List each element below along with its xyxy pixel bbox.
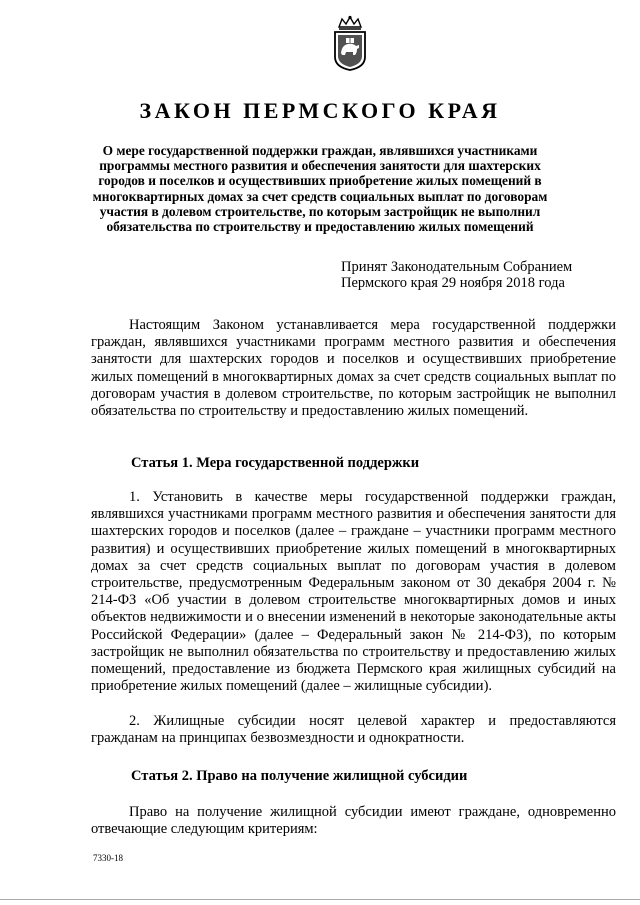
- adoption-line-2: Пермского края 29 ноября 2018 года: [341, 275, 565, 291]
- page-bottom-divider: [0, 899, 640, 900]
- article-1-paragraph-1: 1. Установить в качестве меры государственной поддержки граждан, являвшихся участниками программ местного развития и обеспечения занятости для шахтерских городов и поселков (далее – граждане – участники программ местного развития) и осуществивших приобретение жилых помещений в многоквартирных домах за счет средств социальных выплат по договорам участия в долевом строительстве, предусмотренным Федеральным законом от 30 декабря 2004 г. № 214-ФЗ «Об участии в долевом строительстве многоквартирных домов и иных объектов недвижимости и о внесении изменений в некоторые законодательные акты Российской Федерации» (далее – Федеральный закон № 214-ФЗ), по которым застройщик не выполнил обязательства по строительству и предоставлению жилых помещений, предоставление из бюджета Пермского края жилищных субсидий на приобретение жилых помещений (далее – жилищные субсидии).: [91, 489, 616, 695]
- intro-paragraph: Настоящим Законом устанавливается мера государственной поддержки граждан, являвшихся участниками программ местного развития и обеспечения занятости для шахтерских городов и поселков и осуществивших приобретение жилых помещений в многоквартирных домах за счет средств социальных выплат по договорам участия в долевом строительстве, по которым застройщик не выполнил обязательства по строительству и предоставлению жилых помещений.: [91, 317, 616, 420]
- coat-of-arms-icon: [331, 15, 369, 71]
- article-2-paragraph-1: Право на получение жилищной субсидии имеют граждане, одновременно отвечающие следующим критериям:: [91, 804, 616, 838]
- article-1-heading: Статья 1. Мера государственной поддержки: [131, 455, 420, 471]
- article-1-paragraph-2: 2. Жилищные субсидии носят целевой характер и предоставляются гражданам на принципах безвозмездности и однократности.: [91, 713, 616, 747]
- adoption-line-1: Принят Законодательным Собранием: [341, 259, 573, 275]
- document-subtitle: О мере государственной поддержки граждан, являвшихся участниками программы местного развития и обеспечения занятости для шахтерских городов и поселков и осуществивших приобретение жилых помещений в многоквартирных домах за счет средств социальных выплат по договорам участия в долевом строительстве, по которым застройщик не выполнил обязательства по строительству и предоставлению жилых помещений: [92, 143, 548, 235]
- adoption-note: [341, 259, 572, 291]
- article-2-heading: Статья 2. Право на получение жилищной субсидии: [131, 768, 468, 784]
- document-title: ЗАКОН ПЕРМСКОГО КРАЯ: [139, 98, 501, 123]
- document-code: 7330-18: [93, 853, 123, 863]
